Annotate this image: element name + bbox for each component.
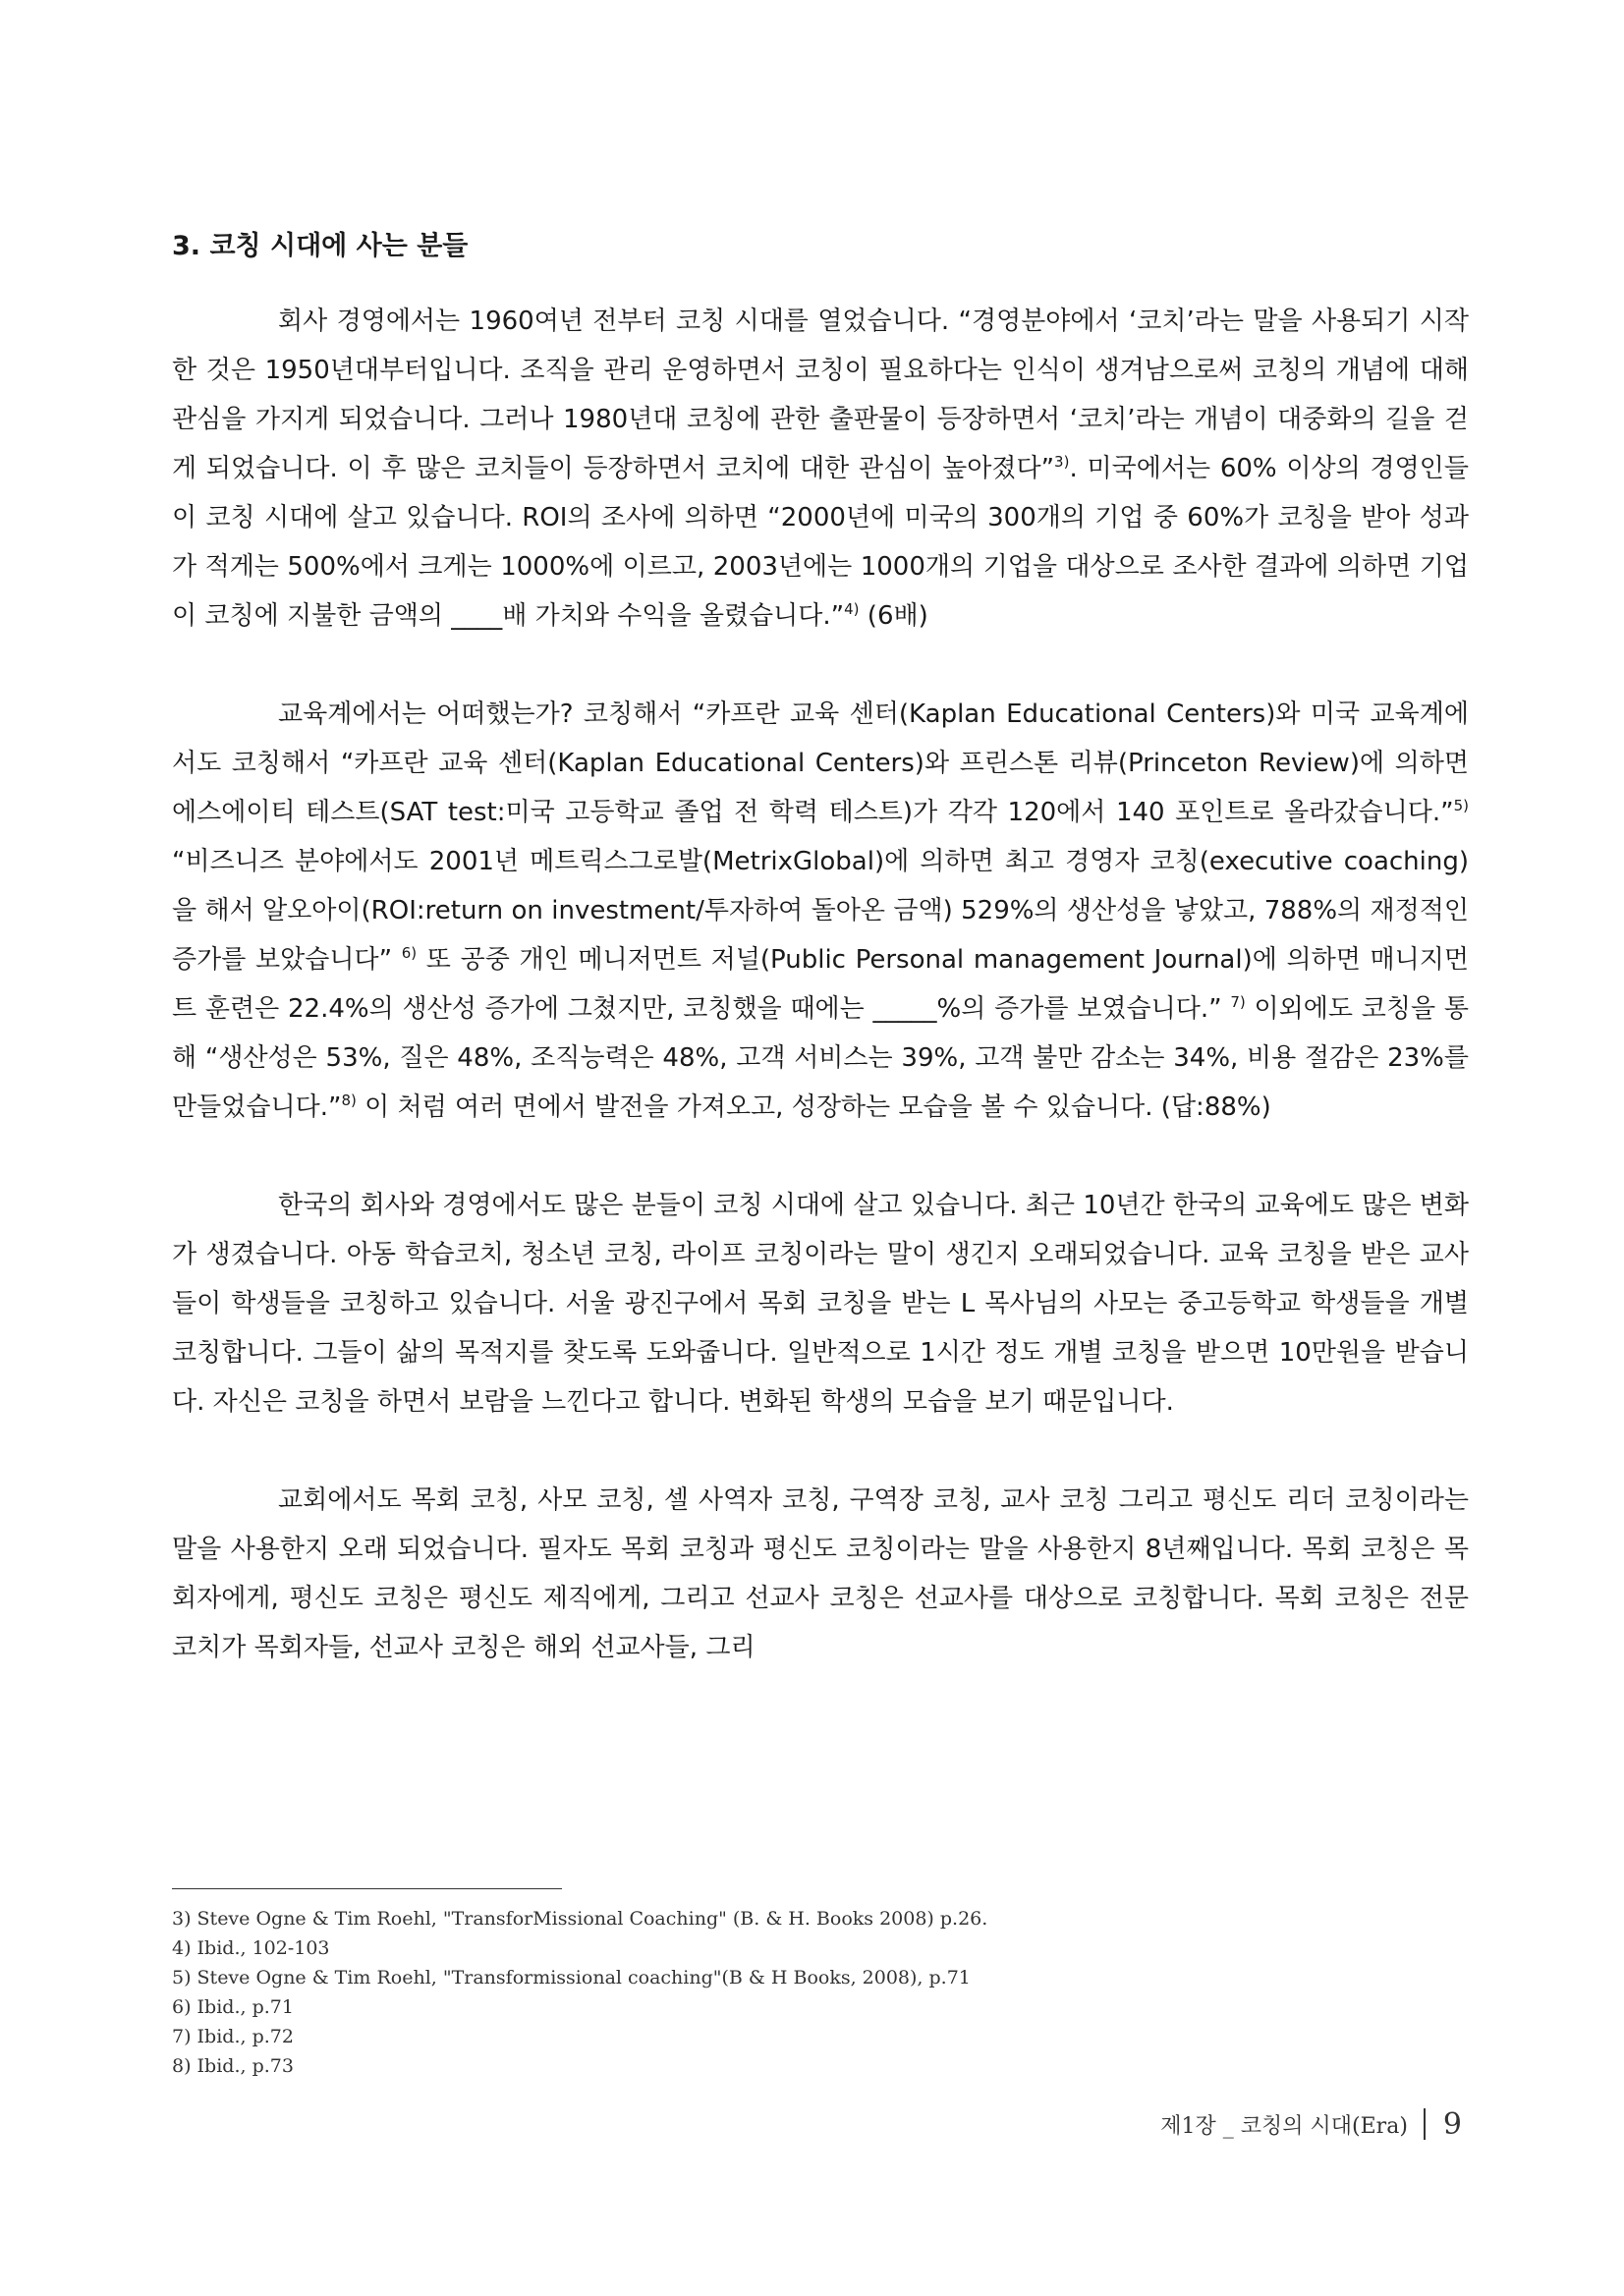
paragraph-text: 이 처럼 여러 면에서 발전을 가져오고, 성장하는 모습을 볼 수 있습니다. (답:88%) <box>356 1092 1271 1122</box>
paragraph-text: 교회에서도 목회 코칭, 사모 코칭, 셀 사역자 코칭, 구역장 코칭, 교사 코칭 그리고 평신도 리더 코칭이라는 말을 사용한지 오래 되었습니다. 필자도 목회 코칭과 평신도 코칭이라는 말을 사용한지 8년째입니다. 목회 코칭은 목회자에게, 평신도 코칭은 평신도 제직에게, 그리고 선교사 코칭은 선교사를 대상으로 코칭합니다. 목회 코칭은 전문 코치가 목회자들, 선교사 코칭은 해외 선교사들, 그리 <box>172 1485 1469 1662</box>
footnote-marker: 6) <box>401 944 418 962</box>
paragraph <box>172 1476 1469 1672</box>
footnote: 3) Steve Ogne & Tim Roehl, "TransforMissional Coaching" (B. & H. Books 2008) p.26. <box>172 1908 988 1930</box>
section-heading: 3. 코칭 시대에 사는 분들 <box>172 231 469 261</box>
footnote-marker: 5) <box>1453 797 1469 814</box>
footnote: 5) Steve Ogne & Tim Roehl, "Transformissional coaching"(B & H Books, 2008), p.71 <box>172 1967 971 1988</box>
paragraph <box>172 690 1469 1132</box>
paragraph-text: 이외에도 코칭을 통해 “생산성은 53%, 질은 48%, 조직능력은 48%, 고객 서비스는 39%, 고객 불만 감소는 34%, 비용 절감은 23%를 만들었습니다.” <box>172 994 1469 1122</box>
footnote-marker: 8) <box>341 1092 357 1109</box>
paragraph-text: . 미국에서는 60% 이상의 경영인들이 코칭 시대에 살고 있습니다. ROI의 조사에 의하면 “2000년에 미국의 300개의 기업 중 60%가 코칭을 받아 성과가 적게는 500%에서 크게는 1000%에 이르고, 2003년에는 1000개의 기업을 대상으로 조사한 결과에 의하면 기업이 코칭에 지불한 금액의 ____배 가치와 수익을 올렸습니다.” <box>172 454 1469 631</box>
footnote: 7) Ibid., p.72 <box>172 2026 294 2047</box>
page-footer <box>1160 2104 1462 2144</box>
paragraph-text: 교육계에서는 어떠했는가? 코칭해서 “카프란 교육 센터(Kaplan Educational Centers)와 미국 교육계에서도 코칭해서 “카프란 교육 센터(Kaplan Educational Centers)와 프린스톤 리뷰(Princeton Review)에 의하면 에스에이티 테스트(SAT test:미국 고등학교 졸업 전 학력 테스트)가 각각 120에서 140 포인트로 올라갔습니다.” <box>172 700 1469 827</box>
body-text <box>172 208 1469 1672</box>
footnote: 6) Ibid., p.71 <box>172 1996 294 2018</box>
footnote-divider <box>172 1888 562 1889</box>
paragraph-text: 회사 경영에서는 1960여년 전부터 코칭 시대를 열었습니다. “경영분야에서 ‘코치’라는 말을 사용되기 시작한 것은 1950년대부터입니다. 조직을 관리 운영하면서 코칭이 필요하다는 인식이 생겨남으로써 코칭의 개념에 대해 관심을 가지게 되었습니다. 그러나 1980년대 코칭에 관한 출판물이 등장하면서 ‘코치’라는 개념이 대중화의 길을 걷게 되었습니다. 이 후 많은 코치들이 등장하면서 코치에 대한 관심이 높아졌다” <box>172 307 1469 483</box>
paragraph-text: 또 공중 개인 메니저먼트 저널(Public Personal management Journal)에 의하면 매니지먼트 훈련은 22.4%의 생산성 증가에 그쳤지만, 코칭했을 때에는 _____%의 증가를 보였습니다.” <box>172 945 1469 1024</box>
footnote-marker: 4) <box>844 600 860 618</box>
footnote: 8) Ibid., p.73 <box>172 2055 294 2077</box>
paragraph-text: (6배) <box>859 601 928 631</box>
footnote: 4) Ibid., 102-103 <box>172 1937 330 1959</box>
footnote-marker: 7) <box>1230 993 1246 1011</box>
paragraph <box>172 297 1469 641</box>
paragraph-text: 한국의 회사와 경영에서도 많은 분들이 코칭 시대에 살고 있습니다. 최근 10년간 한국의 교육에도 많은 변화가 생겼습니다. 아동 학습코치, 청소년 코칭, 라이프 코칭이라는 말이 생긴지 오래되었습니다. 교육 코칭을 받은 교사들이 학생들을 코칭하고 있습니다. 서울 광진구에서 목회 코칭을 받는 L 목사님의 사모는 중고등학교 학생들을 개별 코칭합니다. 그들이 삶의 목적지를 찾도록 도와줍니다. 일반적으로 1시간 정도 개별 코칭을 받으면 10만원을 받습니다. 자신은 코칭을 하면서 보람을 느낀다고 합니다. 변화된 학생의 모습을 보기 때문입니다. <box>172 1191 1469 1417</box>
paragraph <box>172 1181 1469 1427</box>
page-number: 9 <box>1442 2106 1462 2142</box>
running-chapter-title: 제1장 _ 코칭의 시대(Era) <box>1160 2113 1408 2139</box>
footer-divider <box>1424 2108 1426 2140</box>
footnote-marker: 3) <box>1054 453 1070 471</box>
footnotes <box>172 1904 987 2081</box>
paragraph-text: “비즈니즈 분야에서도 2001년 메트릭스그로발(MetrixGlobal)에 의하면 최고 경영자 코칭(executive coaching)을 해서 알오아이(ROI:return on investment/투자하여 돌아온 금액) 529%의 생산성을 낳았고, 788%의 재정적인 증가를 보았습니다” <box>172 847 1469 975</box>
